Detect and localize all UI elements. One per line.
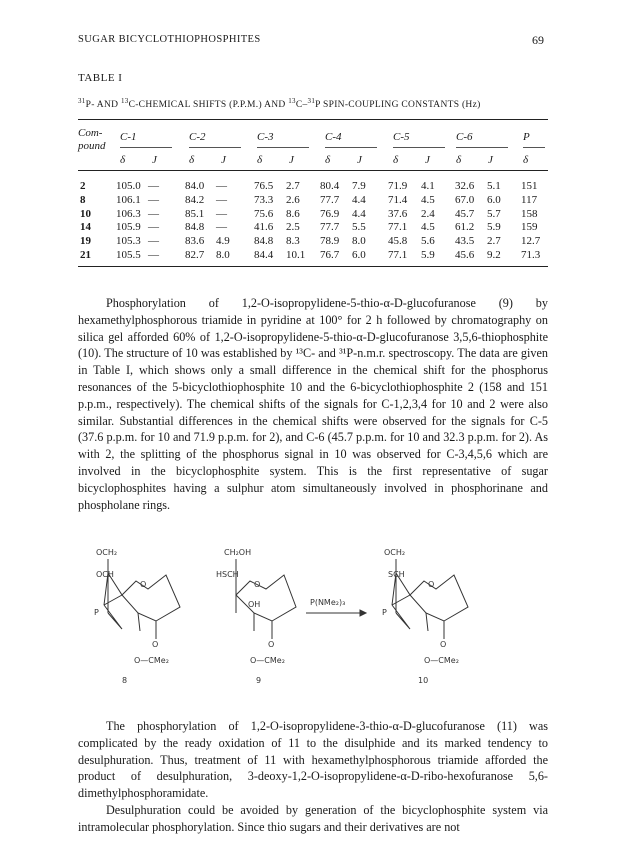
table-cell: 7.9: [352, 180, 366, 192]
header-underline: [257, 147, 309, 148]
header-c-1: C-1: [120, 131, 137, 143]
table-cell: 117: [521, 193, 538, 206]
table-cell: —: [148, 235, 159, 248]
table-cell: —: [148, 193, 159, 206]
compound-9-furanose-o: O: [254, 580, 261, 589]
table-cell: 5.7: [487, 207, 501, 220]
table-top-rule: [78, 119, 548, 120]
header-c-2: C-2: [189, 131, 206, 143]
table-cell: 41.6: [254, 221, 274, 234]
table-cell: 8.0: [216, 249, 230, 261]
table-cell: 105.3: [116, 235, 141, 248]
paragraph-desulphuration: [78, 718, 548, 836]
table-cell: 4.1: [421, 180, 435, 192]
table-cell: 45.6: [455, 249, 475, 261]
table-cell: 5.9: [487, 221, 501, 234]
reaction-scheme: [78, 545, 548, 695]
table-cell: 105.0: [116, 180, 141, 192]
compound-9-acetal: O—CMe₂: [250, 656, 285, 665]
subheader-j: J: [152, 154, 157, 166]
header-c-6: C-6: [456, 131, 473, 143]
table-cell: —: [148, 249, 159, 261]
subheader-delta: δ: [456, 154, 462, 166]
table-cell: 71.9: [388, 180, 408, 192]
subheader-delta: δ: [189, 154, 195, 166]
compound-label-9: 9: [256, 676, 262, 685]
compound-8-top: OCH₂: [96, 548, 118, 557]
paragraph-3: Desulphuration could be avoided by generation of the bicyclophosphite system via intramolecular phosphorylation. Since thio sugars and their derivatives are not: [78, 802, 548, 834]
table-cell: 84.8: [254, 235, 274, 248]
subheader-delta: δ: [523, 154, 529, 166]
compound-10-acetal: O—CMe₂: [424, 656, 459, 665]
table-cell: 37.6: [388, 207, 408, 220]
compound-number: 2: [80, 180, 86, 192]
subheader-j: J: [221, 154, 226, 166]
table-cell: —: [148, 180, 159, 192]
table-cell: 77.7: [320, 221, 340, 234]
compound-8-ring-oxygen: OCH: [96, 570, 114, 579]
table-cell: 77.1: [388, 221, 408, 234]
compound-number: 14: [80, 221, 91, 234]
compound-8-o: O: [152, 640, 159, 649]
table-cell: 32.6: [455, 180, 475, 192]
table-cell: 76.7: [320, 249, 340, 261]
table-cell: 71.4: [388, 193, 408, 206]
table-cell: 9.2: [487, 249, 501, 261]
table-cell: 67.0: [455, 193, 475, 206]
table-cell: 84.2: [185, 193, 205, 206]
table-cell: 106.1: [116, 193, 141, 206]
header-underline: [120, 147, 172, 148]
compound-10-thio: SCH: [388, 570, 405, 579]
page-number: 69: [532, 33, 544, 47]
compound-label-10: 10: [418, 676, 429, 685]
table-cell: 2.6: [286, 193, 300, 206]
header-p: P: [523, 131, 530, 143]
running-head: [78, 34, 544, 50]
table-cell: 4.4: [352, 207, 366, 220]
table-cell: 84.0: [185, 180, 205, 192]
table-cell: —: [216, 180, 227, 192]
table-cell: 4.9: [216, 235, 230, 248]
table-cell: 76.5: [254, 180, 274, 192]
table-cell: 159: [521, 221, 538, 234]
paragraph-1: Phosphorylation of 1,2-O-isopropylidene-5-thio-α-D-glucofuranose (9) by hexamethylphosphorous triamide in pyridine at 100° for 2 h followed by chromatography on silica gel afforded 60% of 1,2-O-isopropylidene-5-thio-α-D-glucofuranose 3,5,6-thiophosphite (10). The structure of 10 was established by ¹³C- and ³¹P-n.m.r. spectroscopy. The data are given in Table I, which shows only a small difference in the chemical shift for the phosphorus resonances of the 5-bicyclothiophosphite 10 and the 6-bicyclothiophosphite 2 (158 and 151 p.p.m., respectively). The chemical shifts of the signals for C-1,2,3,4 for 10 and 2 were also similar. Substantial differences in the chemical shifts were observed for the signals for C-5 (37.6 p.p.m. for 10 and 71.9 p.p.m. for 2), and C-6 (45.7 p.p.m. for 10 and 32.3 p.p.m. for 2). As with 2, the splitting of the phosphorus signal in 10 was observed for C-3,4,5,6 which are involved in the bicyclophosphite system. This is the first representative of sugar bicyclophosphites having a sulphur atom simultaneously involved in phosphorinane and phospholane rings.: [78, 296, 548, 512]
paragraph-phosphorylation: [78, 295, 548, 513]
compound-10-top: OCH₂: [384, 548, 406, 557]
subheader-j: J: [488, 154, 493, 166]
table-cell: 2.4: [421, 207, 435, 220]
subheader-j: J: [289, 154, 294, 166]
table-cell: 2.7: [487, 235, 501, 248]
table-cell: 43.5: [455, 235, 475, 248]
reagent-label: P(NMe₂)₃: [310, 598, 346, 607]
compound-9-o: O: [268, 640, 275, 649]
subheader-delta: δ: [257, 154, 263, 166]
table-cell: 61.2: [455, 221, 475, 234]
table-cell: 158: [521, 207, 538, 220]
compound-9-thiol: HSCH: [216, 570, 239, 579]
table-cell: —: [148, 221, 159, 234]
table-cell: 5.1: [487, 180, 501, 192]
table-cell: 105.9: [116, 221, 141, 234]
table-cell: —: [216, 193, 227, 206]
table-cell: 45.8: [388, 235, 408, 248]
table-cell: 151: [521, 180, 538, 192]
header-c-5: C-5: [393, 131, 410, 143]
table-cell: 85.1: [185, 207, 205, 220]
table-cell: —: [216, 221, 227, 234]
table-cell: 4.5: [421, 221, 435, 234]
table-cell: 2.5: [286, 221, 300, 234]
table-cell: 76.9: [320, 207, 340, 220]
subheader-j: J: [425, 154, 430, 166]
header-c-3: C-3: [257, 131, 274, 143]
table-bottom-rule: [78, 266, 548, 267]
compound-8-phosphorus: P: [94, 608, 99, 617]
table-cell: 5.5: [352, 221, 366, 234]
table-cell: 84.4: [254, 249, 274, 261]
table-caption: $^{31}$P- AND $^{13}$C-CHEMICAL SHIFTS (P.P.M.) AND $^{13}$C–$^{31}$P SPIN-COUPLING CONSTANTS (Hz): [78, 97, 481, 111]
paragraph-2: The phosphorylation of 1,2-O-isopropylidene-3-thio-α-D-glucofuranose (11) was complicated by the ready oxidation of 11 to the disulphide and its marked tendency to desulphuration. Thus, treatment of 11 with hexamethylphosphorous triamide afforded the product of desulphuration, 3-deoxy-1,2-O-isopropylidene-α-D-ribo-hexofuranose 5,6-dimethylphosphoramidate.: [78, 719, 548, 801]
header-underline: [393, 147, 445, 148]
compound-10-furanose-o: O: [428, 580, 435, 589]
header-underline: [325, 147, 377, 148]
reaction-scheme-svg: [78, 545, 548, 695]
compound-9-hydroxyl: OH: [248, 600, 261, 609]
table-header-rule: [78, 170, 548, 171]
table-cell: 5.6: [421, 235, 435, 248]
running-head-title: SUGAR BICYCLOTHIOPHOSPHITES: [78, 34, 261, 45]
header-compound-2: pound: [78, 140, 106, 152]
compound-9-top: CH₂OH: [224, 548, 252, 557]
header-underline: [523, 147, 545, 148]
table-cell: 12.7: [521, 235, 541, 248]
compound-8-acetal: O—CMe₂: [134, 656, 169, 665]
table-cell: 84.8: [185, 221, 205, 234]
table-cell: 45.7: [455, 207, 475, 220]
table-label: TABLE I: [78, 72, 123, 84]
subheader-delta: δ: [325, 154, 331, 166]
table-cell: 78.9: [320, 235, 340, 248]
table-cell: 4.4: [352, 193, 366, 206]
table-cell: —: [216, 207, 227, 220]
subheader-j: J: [357, 154, 362, 166]
subheader-delta: δ: [393, 154, 399, 166]
header-c-4: C-4: [325, 131, 342, 143]
compound-number: 19: [80, 235, 91, 248]
table-cell: 5.9: [421, 249, 435, 261]
compound-10-phosphorus: P: [382, 608, 387, 617]
table-cell: 82.7: [185, 249, 205, 261]
table-cell: 80.4: [320, 180, 340, 192]
table-cell: 10.1: [286, 249, 306, 261]
header-underline: [189, 147, 241, 148]
table-cell: 8.3: [286, 235, 300, 248]
subheader-delta: δ: [120, 154, 126, 166]
table-cell: 105.5: [116, 249, 141, 261]
table-cell: —: [148, 207, 159, 220]
compound-label-8: 8: [122, 676, 128, 685]
compound-number: 8: [80, 193, 86, 206]
table-cell: 75.6: [254, 207, 274, 220]
table-cell: 4.5: [421, 193, 435, 206]
compound-8-furanose-o: O: [140, 580, 147, 589]
compound-number: 10: [80, 207, 91, 220]
table-cell: 71.3: [521, 249, 541, 261]
table-cell: 106.3: [116, 207, 141, 220]
table-cell: 83.6: [185, 235, 205, 248]
compound-10-o: O: [440, 640, 447, 649]
header-compound: Com-: [78, 127, 103, 139]
table-cell: 8.6: [286, 207, 300, 220]
table-cell: 6.0: [487, 193, 501, 206]
table-cell: 73.3: [254, 193, 274, 206]
table-cell: 2.7: [286, 180, 300, 192]
table-cell: 6.0: [352, 249, 366, 261]
compound-number: 21: [80, 249, 91, 261]
table-cell: 8.0: [352, 235, 366, 248]
header-underline: [456, 147, 508, 148]
table-cell: 77.1: [388, 249, 408, 261]
table-cell: 77.7: [320, 193, 340, 206]
